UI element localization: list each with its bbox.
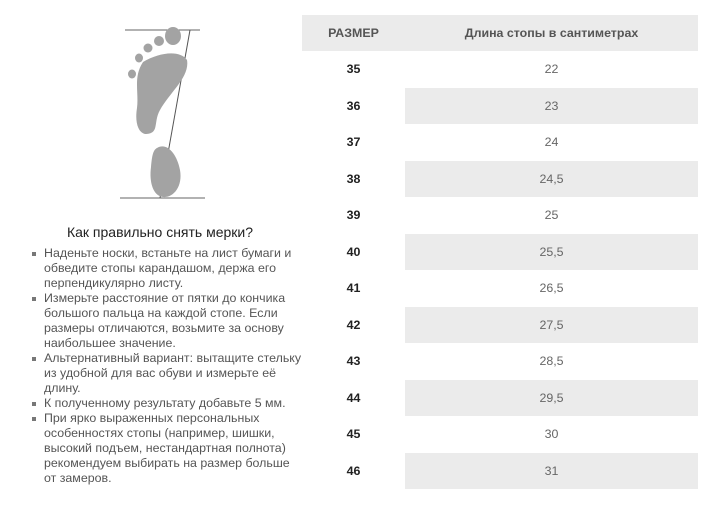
length-cell: 29,5 xyxy=(405,380,698,417)
measurement-guide xyxy=(0,0,310,510)
guide-item: При ярко выраженных персональных особенностях стопы (например, шишки, высокий подъем, нестандартная полнота) рекомендуем выбирать на размер больше от замеров. xyxy=(30,411,305,486)
length-cell: 31 xyxy=(405,453,698,490)
guide-item: К полученному результату добавьте 5 мм. xyxy=(30,396,305,411)
size-cell: 40 xyxy=(346,244,361,259)
size-cell: 35 xyxy=(346,62,361,77)
table-row xyxy=(302,270,698,307)
guide-item: Наденьте носки, встаньте на лист бумаги и обведите стопы карандашом, держа его перпендикулярно листу. xyxy=(30,246,305,291)
length-cell: 24,5 xyxy=(405,161,698,198)
size-table-header xyxy=(302,15,698,51)
table-row xyxy=(302,453,698,490)
table-row xyxy=(302,380,698,417)
size-cell: 41 xyxy=(346,281,361,296)
table-row xyxy=(302,88,698,125)
table-row xyxy=(302,124,698,161)
size-table xyxy=(302,15,698,489)
guide-list xyxy=(30,246,305,486)
foot-measure-icon xyxy=(115,22,210,202)
table-row xyxy=(302,234,698,271)
table-row xyxy=(302,307,698,344)
size-cell: 38 xyxy=(346,171,361,186)
guide-item: Измерьте расстояние от пятки до кончика большого пальца на каждой стопе. Если размеры отличаются, возьмите за основу наибольшее значение. xyxy=(30,291,305,351)
size-cell: 46 xyxy=(346,463,361,478)
size-cell: 39 xyxy=(346,208,361,223)
length-cell: 23 xyxy=(405,88,698,125)
length-cell: 24 xyxy=(544,135,559,150)
length-cell: 27,5 xyxy=(405,307,698,344)
size-cell: 36 xyxy=(346,98,361,113)
table-row xyxy=(302,51,698,88)
header-length: Длина стопы в сантиметрах xyxy=(464,26,639,40)
table-row xyxy=(302,416,698,453)
size-cell: 37 xyxy=(346,135,361,150)
length-cell: 28,5 xyxy=(539,354,564,369)
size-cell: 43 xyxy=(346,354,361,369)
header-size: РАЗМЕР xyxy=(328,26,379,40)
table-row xyxy=(302,197,698,234)
guide-item: Альтернативный вариант: вытащите стельку из удобной для вас обуви и измерьте её длину. xyxy=(30,351,305,396)
length-cell: 25,5 xyxy=(405,234,698,271)
length-cell: 25 xyxy=(544,208,559,223)
length-cell: 26,5 xyxy=(539,281,564,296)
length-cell: 30 xyxy=(544,427,559,442)
size-cell: 45 xyxy=(346,427,361,442)
table-row xyxy=(302,343,698,380)
size-cell: 44 xyxy=(346,390,361,405)
size-cell: 42 xyxy=(346,317,361,332)
guide-title: Как правильно снять мерки? xyxy=(66,224,254,240)
table-row xyxy=(302,161,698,198)
length-cell: 22 xyxy=(544,62,559,77)
